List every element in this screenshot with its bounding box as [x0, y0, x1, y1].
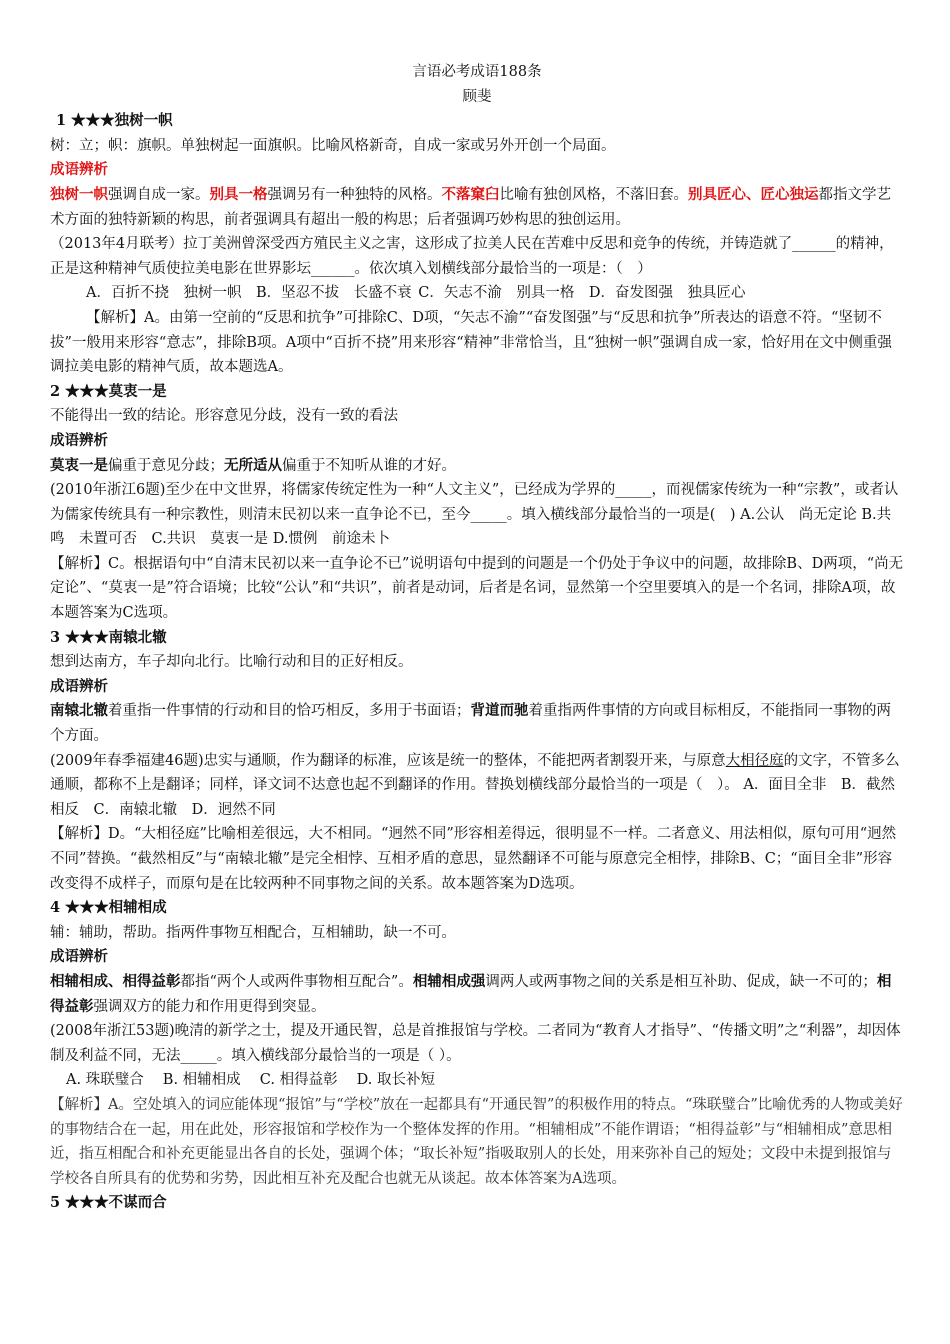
entry-1-subheading: 成语辨析: [50, 161, 108, 179]
entry-4-distinction: [50, 970, 904, 1019]
document-author: 顾斐: [462, 88, 492, 105]
entry-3-distinction: [50, 699, 904, 748]
entry-3-answer: 【解析】D。“大相径庭”比喻相差很远，大不相同。“迥然不同”形容相差得远，很明显不一样。二者意义、用法相似，原句可用“迥然不同”替换。“截然相反”与“南辕北辙”是完全相悖、互相矛盾的意思，显然翻译不可能与原意完全相悖，排除B、C；“面目全非”形容改变得不成样子，而原句是在比较两种不同事物之间的关系。故本题答案为D选项。: [50, 826, 897, 892]
entry-1-definition: 树：立；帜：旗帜。单独树起一面旗帜。比喻风格新奇，自成一家或另外开创一个局面。: [50, 137, 616, 154]
term-explanation: 调两人或两事物之间的关系是相互补助、促成，缺一不可的；: [485, 973, 877, 990]
term-explanation: 都指文学艺术方面的独特新颖的构思，前者强调具有超出一般的构思；后者强调巧妙构思的独创运用。: [50, 186, 891, 228]
term: 南辕北辙: [50, 702, 108, 720]
entry-5-heading: 5 ★★★不谋而合: [50, 1194, 167, 1212]
term-explanation: 强调自成一家。: [108, 186, 210, 203]
term: 相辅相成强: [412, 972, 486, 990]
term: 莫衷一是: [50, 456, 108, 474]
entry-1-heading: 1 ★★★独树一帜: [56, 112, 173, 130]
entry-4-question: (2008年浙江53题)晚清的新学之士，提及开通民智，总是首推报馆与学校。二者同为“教育人才指导”、“传播文明”之“利器”，却因体制及利益不同，无法_____。填入横线部分最恰当的一项是（ ）。: [50, 1023, 901, 1064]
entry-3-definition: 想到达南方，车子却向北行。比喻行动和目的正好相反。: [50, 654, 413, 671]
entry-3-heading: 3 ★★★南辕北辙: [50, 628, 167, 646]
term: 别具匠心、匠心独运: [688, 185, 819, 203]
document-title: 言语必考成语188条: [412, 64, 542, 80]
term-explanation: 都指“两个人或两件事物相互配合”。: [180, 973, 413, 990]
entry-2-definition: 不能得出一致的结论。形容意见分歧，没有一致的看法: [50, 408, 398, 425]
question-text: 的文字，不管多么通顺，都称不上是翻译；同样，译文词不达意也起不到翻译的作用。替换划横线部分最恰当的一项是（ ）。 A．面目全非 B．截然相反 C．南辕北辙 D．迥然不同: [50, 752, 900, 818]
term-explanation: 偏重于不知听从谁的才好。: [282, 457, 456, 474]
document-page: [50, 60, 904, 1216]
term: 背道而驰: [470, 702, 529, 720]
underlined-phrase: 大相径庭: [725, 752, 784, 769]
term: 相辅相成、相得益彰: [50, 972, 181, 990]
entry-4-answer: 【解析】A。空处填入的词应能体现“报馆”与“学校”放在一起都具有“开通民智”的积极作用的特点。“珠联璧合”比喻优秀的人物或美好的事物结合在一起，用在此处，形容报馆和学校作为一个整体发挥的作用。“相辅相成”不能作谓语；“相得益彰”与“相辅相成”意思相近，指互相配合和补充更能显出各自的长处，强调个体；“取长补短”指吸取别人的长处，用来弥补自己的短处；文段中未提到报馆与学校各自所具有的优势和劣势，因此相互补充及配合也就无从谈起。故本体答案为A选项。: [50, 1096, 903, 1187]
entry-1-answer: 【解析】A。由第一空前的“反思和抗争”可排除C、D项，“矢志不渝”“奋发图强”与“反思和抗争”所表达的语意不符。“坚韧不拔”一般用来形容“意志”，排除B项。A项中“百折不挠”用来形容“精神”非常恰当，且“独树一帜”强调自成一家，恰好用在文中侧重强调拉美电影的精神气质，故本题选A。: [50, 309, 892, 376]
entry-2-heading: 2 ★★★莫衷一是: [50, 382, 167, 400]
term: 别具一格: [209, 185, 268, 203]
entry-1-options: A．百折不挠 独树一帜 B．坚忍不拔 长盛不衰 C．矢志不渝 别具一格 D．奋发图强 独具匠心: [86, 285, 746, 302]
term-explanation: 强调另有一种独特的风格。: [267, 186, 442, 203]
entry-4-definition: 辅：辅助，帮助。指两件事物互相配合，互相辅助，缺一不可。: [50, 924, 456, 941]
term-explanation: 偏重于意见分歧；: [108, 457, 224, 474]
entry-4-subheading: 成语辨析: [50, 948, 108, 966]
term-explanation: 着重指一件事情的行动和目的恰巧相反，多用于书面语；: [108, 703, 471, 720]
entry-1-question: （2013年4月联考）拉丁美洲曾深受西方殖民主义之害，这形成了拉美人民在苦难中反思和竞争的传统，并铸造就了______的精神，正是这种精神气质使拉美电影在世界影坛______。依次填入划横线部分最恰当的一项是：（ ）: [50, 236, 894, 277]
term-explanation: 强调双方的能力和作用更得到突显。: [93, 998, 326, 1015]
entry-3-question: [50, 749, 904, 823]
question-text: (2009年春季福建46题)忠实与通顺，作为翻译的标准，应该是统一的整体，不能把两者割裂开来，与原意: [50, 752, 726, 769]
term: 不落窠臼: [441, 185, 500, 203]
term: 相得益彰: [50, 972, 892, 1015]
term: 独树一帜: [50, 185, 108, 203]
entry-2-answer: 【解析】C。根据语句中“自清末民初以来一直争论不已”说明语句中提到的问题是一个仍处于争议中的问题，故排除B、D两项，“尚无定论”、“莫衷一是”符合语境；比较“公认”和“共识”，前者是动词，后者是名词，显然第一个空里要填入的是一个名词，排除A项，故本题答案为C选项。: [50, 555, 904, 622]
entry-3-subheading: 成语辨析: [50, 677, 108, 695]
entry-4-options: A. 珠联璧合 B. 相辅相成 C. 相得益彰 D. 取长补短: [66, 1072, 436, 1089]
term-explanation: 比喻有独创风格，不落旧套。: [499, 186, 688, 203]
entry-4-heading: 4 ★★★相辅相成: [50, 899, 167, 917]
entry-2-subheading: 成语辨析: [50, 431, 108, 449]
term: 无所适从: [224, 456, 282, 474]
entry-2-distinction: [50, 454, 904, 479]
entry-2-question: (2010年浙江6题)至少在中文世界，将儒家传统定性为一种“人文主义”，已经成为学界的_____，而视儒家传统为一种“宗教”，或者认为儒家传统具有一种宗教性，则清末民初以来一直争论不已，至今_____。填入横线部分最恰当的一项是( ) A.公认 尚无定论 B.共鸣 未置可否 C.共识 莫衷一是 D.惯例 前途未卜: [50, 482, 899, 548]
entry-1-distinction: [50, 183, 904, 232]
term-explanation: 着重指两件事情的方向或目标相反，不能指同一事物的两个方面。: [50, 703, 891, 745]
